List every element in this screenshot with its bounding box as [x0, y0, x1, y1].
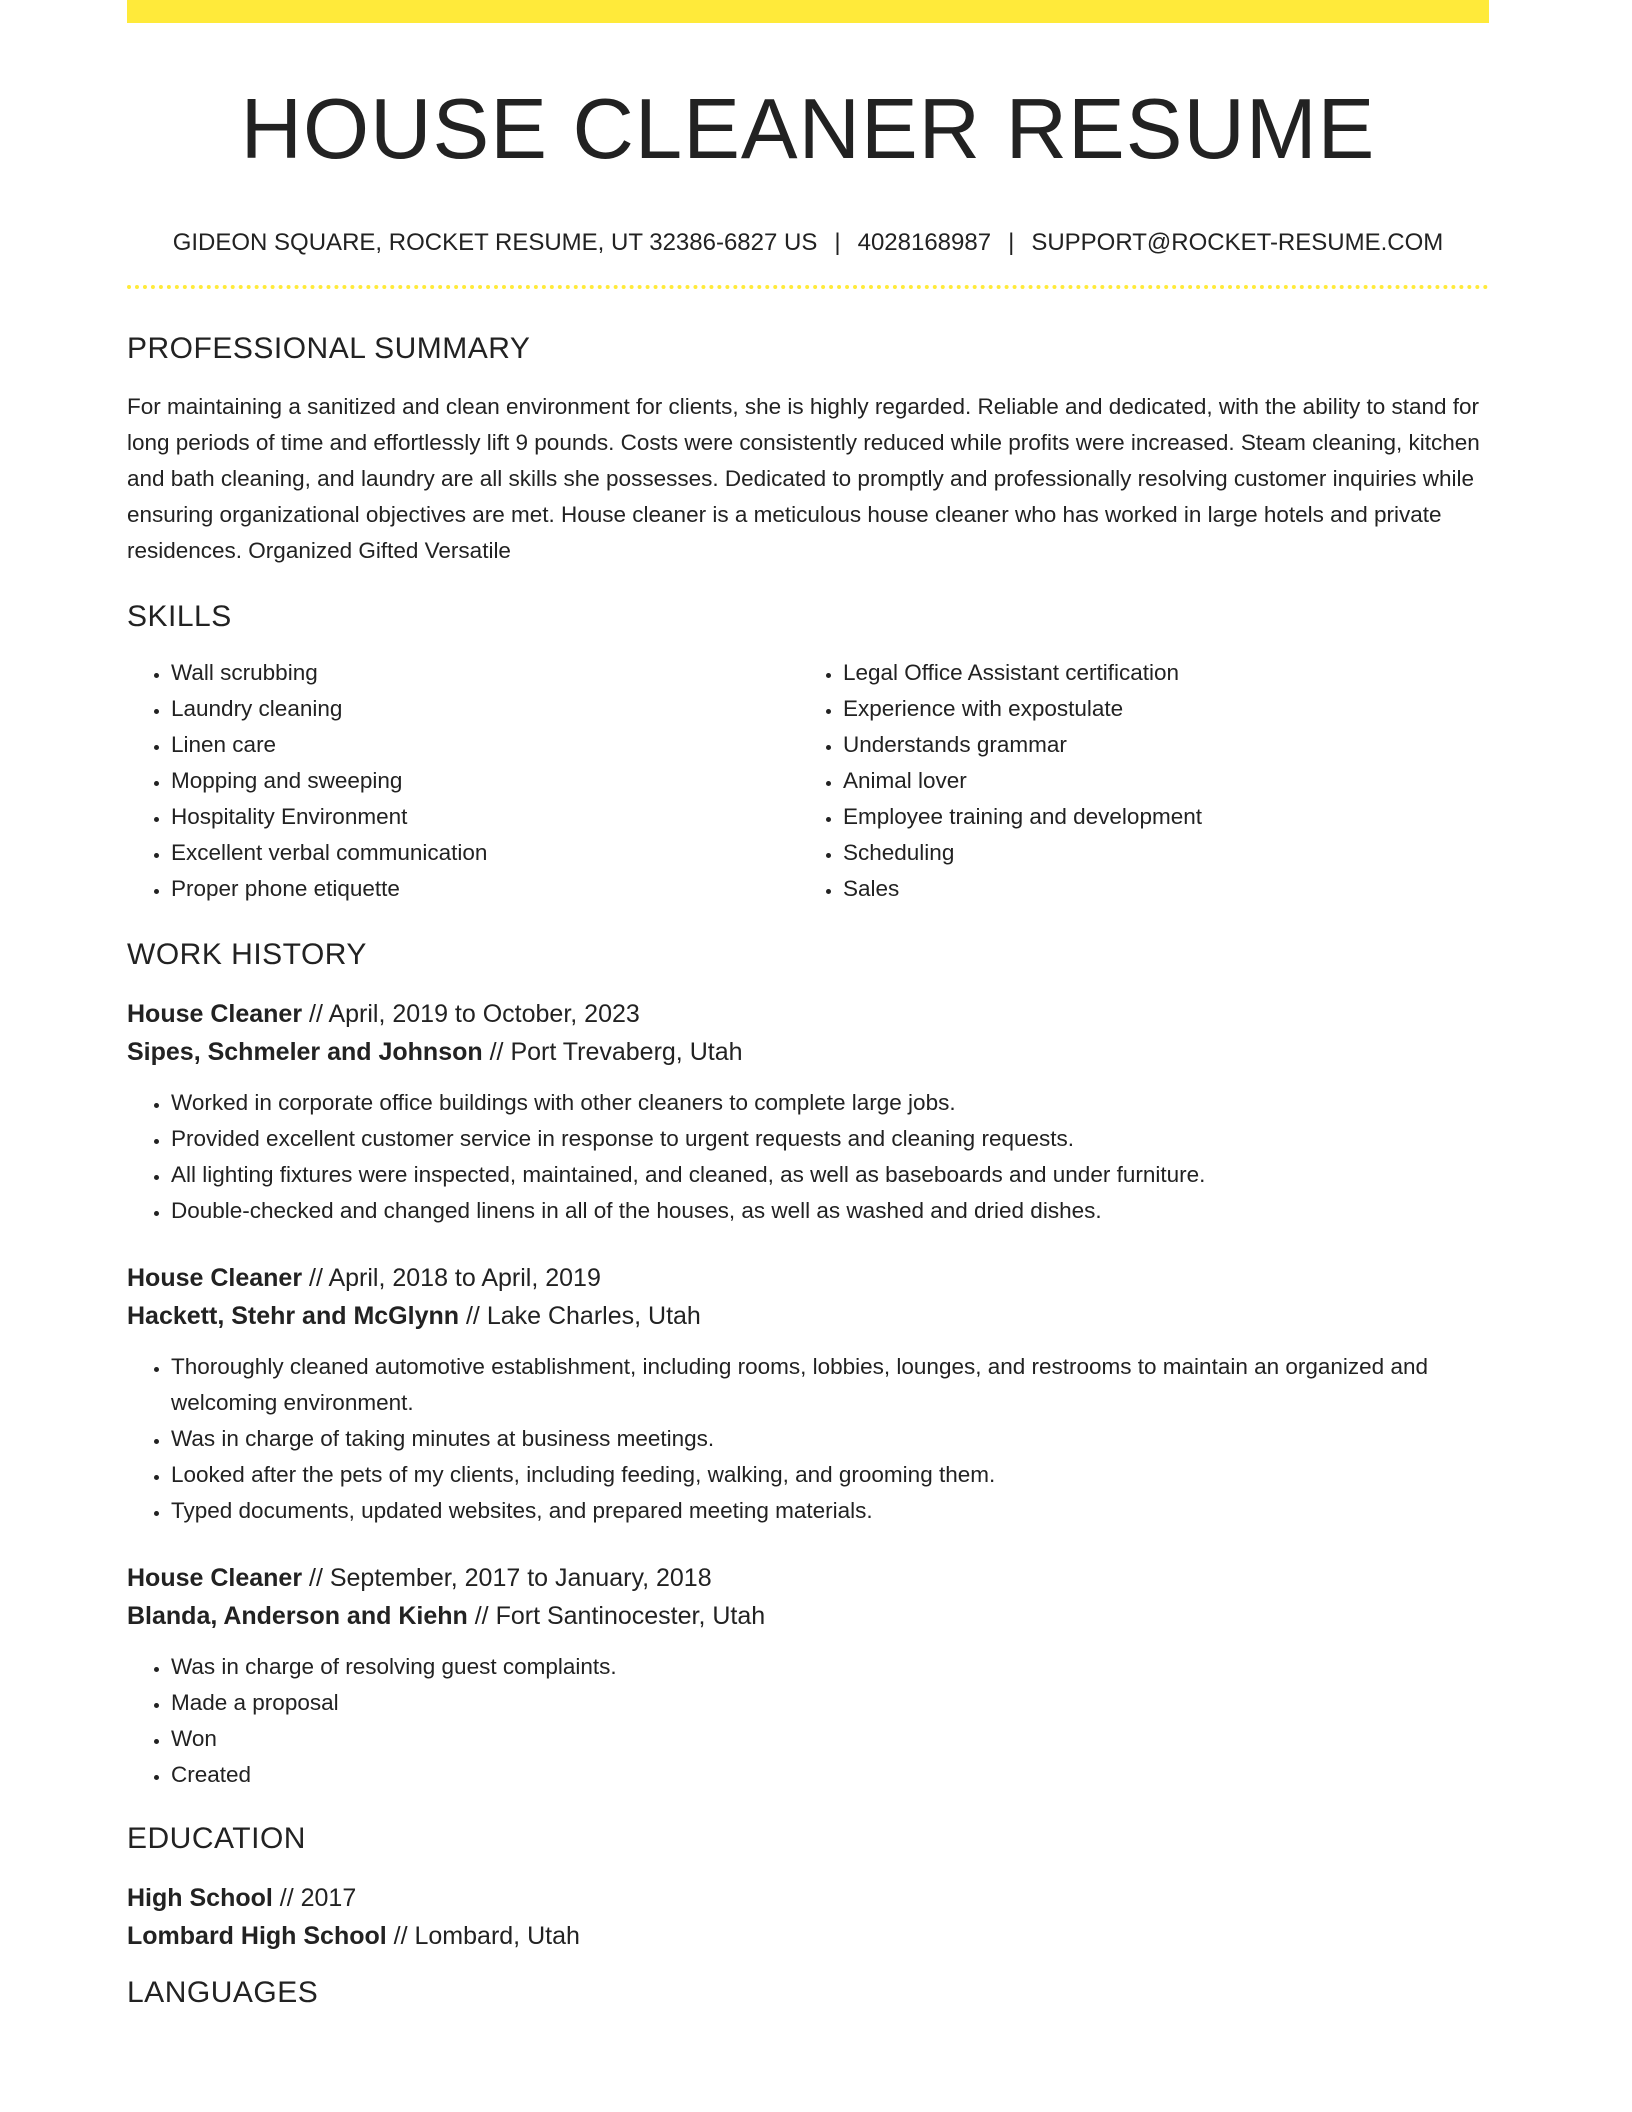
- job-bullet: • Was in charge of taking minutes at business meetings.: [171, 1421, 1489, 1457]
- languages-heading: LANGUAGES: [127, 1976, 319, 2009]
- job-title-line: [127, 1259, 1489, 1297]
- job-location: // Lake Charles, Utah: [459, 1302, 701, 1330]
- skills-columns: [127, 655, 1489, 907]
- contact-line: [127, 228, 1489, 258]
- skill-item: • Mopping and sweeping: [171, 763, 799, 799]
- contact-phone: 4028168987: [857, 229, 992, 256]
- job-company-line: [127, 1297, 1489, 1335]
- job-bullets: [127, 1085, 1489, 1229]
- skill-item: • Employee training and development: [843, 799, 1471, 835]
- job-bullet: • All lighting fixtures were inspected, maintained, and cleaned, as well as baseboards and under furniture.: [171, 1157, 1489, 1193]
- resume-title: HOUSE CLEANER RESUME: [240, 82, 1376, 177]
- job-bullet: • Looked after the pets of my clients, including feeding, walking, and grooming them.: [171, 1457, 1489, 1493]
- skill-item: • Experience with expostulate: [843, 691, 1471, 727]
- dotted-divider: [127, 285, 1489, 289]
- education-heading: EDUCATION: [127, 1822, 306, 1855]
- education-school-line: [127, 1917, 1489, 1955]
- skill-item: • Excellent verbal communication: [171, 835, 799, 871]
- skills-list-left: [127, 655, 799, 907]
- education-year: // 2017: [272, 1884, 357, 1912]
- job-bullet: • Made a proposal: [171, 1685, 1489, 1721]
- job-dates: // April, 2019 to October, 2023: [302, 1000, 640, 1028]
- job-title: House Cleaner: [127, 1000, 303, 1028]
- resume-content: [127, 0, 1489, 2011]
- skill-item: • Legal Office Assistant certification: [843, 655, 1471, 691]
- job-bullets: [127, 1649, 1489, 1793]
- job-company: Sipes, Schmeler and Johnson: [127, 1038, 483, 1066]
- job-bullet: • Created: [171, 1757, 1489, 1793]
- education-degree: High School: [127, 1884, 273, 1912]
- education-degree-line: [127, 1879, 1489, 1917]
- job-bullets: [127, 1349, 1489, 1529]
- job-entry: [127, 1559, 1489, 1793]
- skill-item: • Hospitality Environment: [171, 799, 799, 835]
- summary-heading: PROFESSIONAL SUMMARY: [127, 332, 531, 365]
- skills-heading: SKILLS: [127, 600, 232, 633]
- skill-item: • Animal lover: [843, 763, 1471, 799]
- job-title: House Cleaner: [127, 1564, 303, 1592]
- education-location: // Lombard, Utah: [386, 1922, 580, 1950]
- skill-item: • Scheduling: [843, 835, 1471, 871]
- contact-address: GIDEON SQUARE, ROCKET RESUME, UT 32386-6827 US: [172, 229, 818, 256]
- job-dates: // September, 2017 to January, 2018: [302, 1564, 712, 1592]
- job-bullet: • Was in charge of resolving guest complaints.: [171, 1649, 1489, 1685]
- education-entry: [127, 1879, 1489, 1955]
- job-bullet: • Provided excellent customer service in response to urgent requests and cleaning requests.: [171, 1121, 1489, 1157]
- education-school: Lombard High School: [127, 1922, 387, 1950]
- job-bullet: • Typed documents, updated websites, and prepared meeting materials.: [171, 1493, 1489, 1529]
- job-dates: // April, 2018 to April, 2019: [302, 1264, 601, 1292]
- work-history-heading: WORK HISTORY: [127, 938, 367, 971]
- skill-item: • Laundry cleaning: [171, 691, 799, 727]
- job-bullet: • Won: [171, 1721, 1489, 1757]
- skill-item: • Proper phone etiquette: [171, 871, 799, 907]
- job-company: Blanda, Anderson and Kiehn: [127, 1602, 468, 1630]
- job-company-line: [127, 1597, 1489, 1635]
- contact-separator: |: [1008, 229, 1015, 256]
- job-title-line: [127, 995, 1489, 1033]
- job-location: // Port Trevaberg, Utah: [482, 1038, 743, 1066]
- job-entry: [127, 1259, 1489, 1529]
- job-bullet: • Thoroughly cleaned automotive establishment, including rooms, lobbies, lounges, and restrooms to maintain an organized and welcoming environment.: [171, 1349, 1489, 1421]
- job-location: // Fort Santinocester, Utah: [467, 1602, 766, 1630]
- summary-text: For maintaining a sanitized and clean environment for clients, she is highly regarded. Reliable and dedicated, with the ability to stand for long periods of time and effortlessly lift 9 pounds. Costs were consistently reduced while profits were increased. Steam cleaning, kitchen and bath cleaning, and laundry are all skills she possesses. Dedicated to promptly and professionally resolving customer inquiries while ensuring organizational objectives are met. House cleaner is a meticulous house cleaner who has worked in large hotels and private residences. Organized Gifted Versatile: [127, 394, 1480, 563]
- job-bullet: • Double-checked and changed linens in all of the houses, as well as washed and dried dishes.: [171, 1193, 1489, 1229]
- skill-item: • Linen care: [171, 727, 799, 763]
- skill-item: • Sales: [843, 871, 1471, 907]
- contact-email: SUPPORT@ROCKET-RESUME.COM: [1031, 229, 1444, 256]
- job-bullet: • Worked in corporate office buildings with other cleaners to complete large jobs.: [171, 1085, 1489, 1121]
- skills-list-right: [799, 655, 1471, 907]
- contact-separator: |: [834, 229, 841, 256]
- skill-item: • Wall scrubbing: [171, 655, 799, 691]
- job-company: Hackett, Stehr and McGlynn: [127, 1302, 460, 1330]
- skill-item: • Understands grammar: [843, 727, 1471, 763]
- job-company-line: [127, 1033, 1489, 1071]
- job-entry: [127, 995, 1489, 1229]
- job-title-line: [127, 1559, 1489, 1597]
- job-title: House Cleaner: [127, 1264, 303, 1292]
